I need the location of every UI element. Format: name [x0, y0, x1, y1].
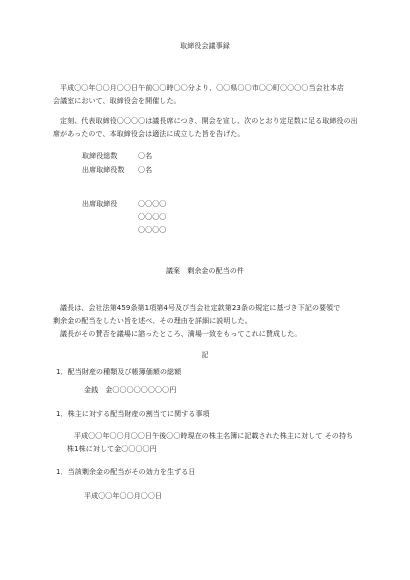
resolution-line-2: 剰余金の配当をしたい旨を述べ、その理由を詳細に説明した。	[53, 317, 252, 325]
agenda-title: 議案 剰余金の配当の件	[165, 267, 245, 275]
quorum-line-1: 定刻、代表取締役〇〇〇〇は議長席につき、開会を宣し、次のとおり定足数に足る取締役の出	[60, 117, 358, 125]
item-value-line-2: 株1株に対して金〇〇〇〇円	[67, 445, 157, 453]
item-heading: 1．株主に対する配当財産の割当てに関する事項	[56, 410, 210, 418]
resolution-line-3: 議長がその賛否を議場に諮ったところ、満場一致をもってこれに賛成した。	[60, 330, 302, 338]
quorum-line-2: 席があったので、本取締役会は適法に成立した旨を告げた。	[53, 130, 245, 138]
director-total-label: 取締役総数	[82, 152, 118, 160]
attendee-name: 〇〇〇〇	[138, 200, 167, 208]
intro-line-1: 平成〇〇年〇〇月〇〇日午前〇〇時〇〇分より、〇〇県〇〇市〇〇町〇〇〇〇当会社本店	[60, 84, 344, 92]
item-value: 金銭 金〇〇〇〇〇〇〇〇円	[84, 386, 177, 394]
intro-line-2: 会議室において、取締役会を開催した。	[53, 97, 181, 105]
resolution-line-1: 議長は、会社法第459条第1項第4号及び当会社定款第23条の規定に基づき下記の要領で	[60, 304, 341, 312]
item-value-line-1: 平成〇〇年〇〇月〇〇日午後〇〇時現在の株主名簿に記載された株主に対して その持ち	[74, 432, 354, 440]
directors-present-label: 出席取締役数	[82, 166, 125, 174]
attendee-name: 〇〇〇〇	[138, 213, 167, 221]
item-value: 平成〇〇年〇〇月〇〇日	[84, 492, 163, 500]
ki-heading: 記	[201, 351, 209, 359]
item-heading: 1．当該剰余金の配当がその効力を生ずる日	[56, 468, 196, 476]
document-title: 取締役会議事録	[180, 42, 230, 50]
director-total-value: 〇名	[138, 152, 153, 160]
directors-present-value: 〇名	[138, 166, 153, 174]
attendee-name: 〇〇〇〇	[138, 226, 167, 234]
item-heading: 1．配当財産の種類及び帳簿価額の総額	[56, 368, 182, 376]
attendees-label: 出席取締役	[82, 200, 118, 208]
